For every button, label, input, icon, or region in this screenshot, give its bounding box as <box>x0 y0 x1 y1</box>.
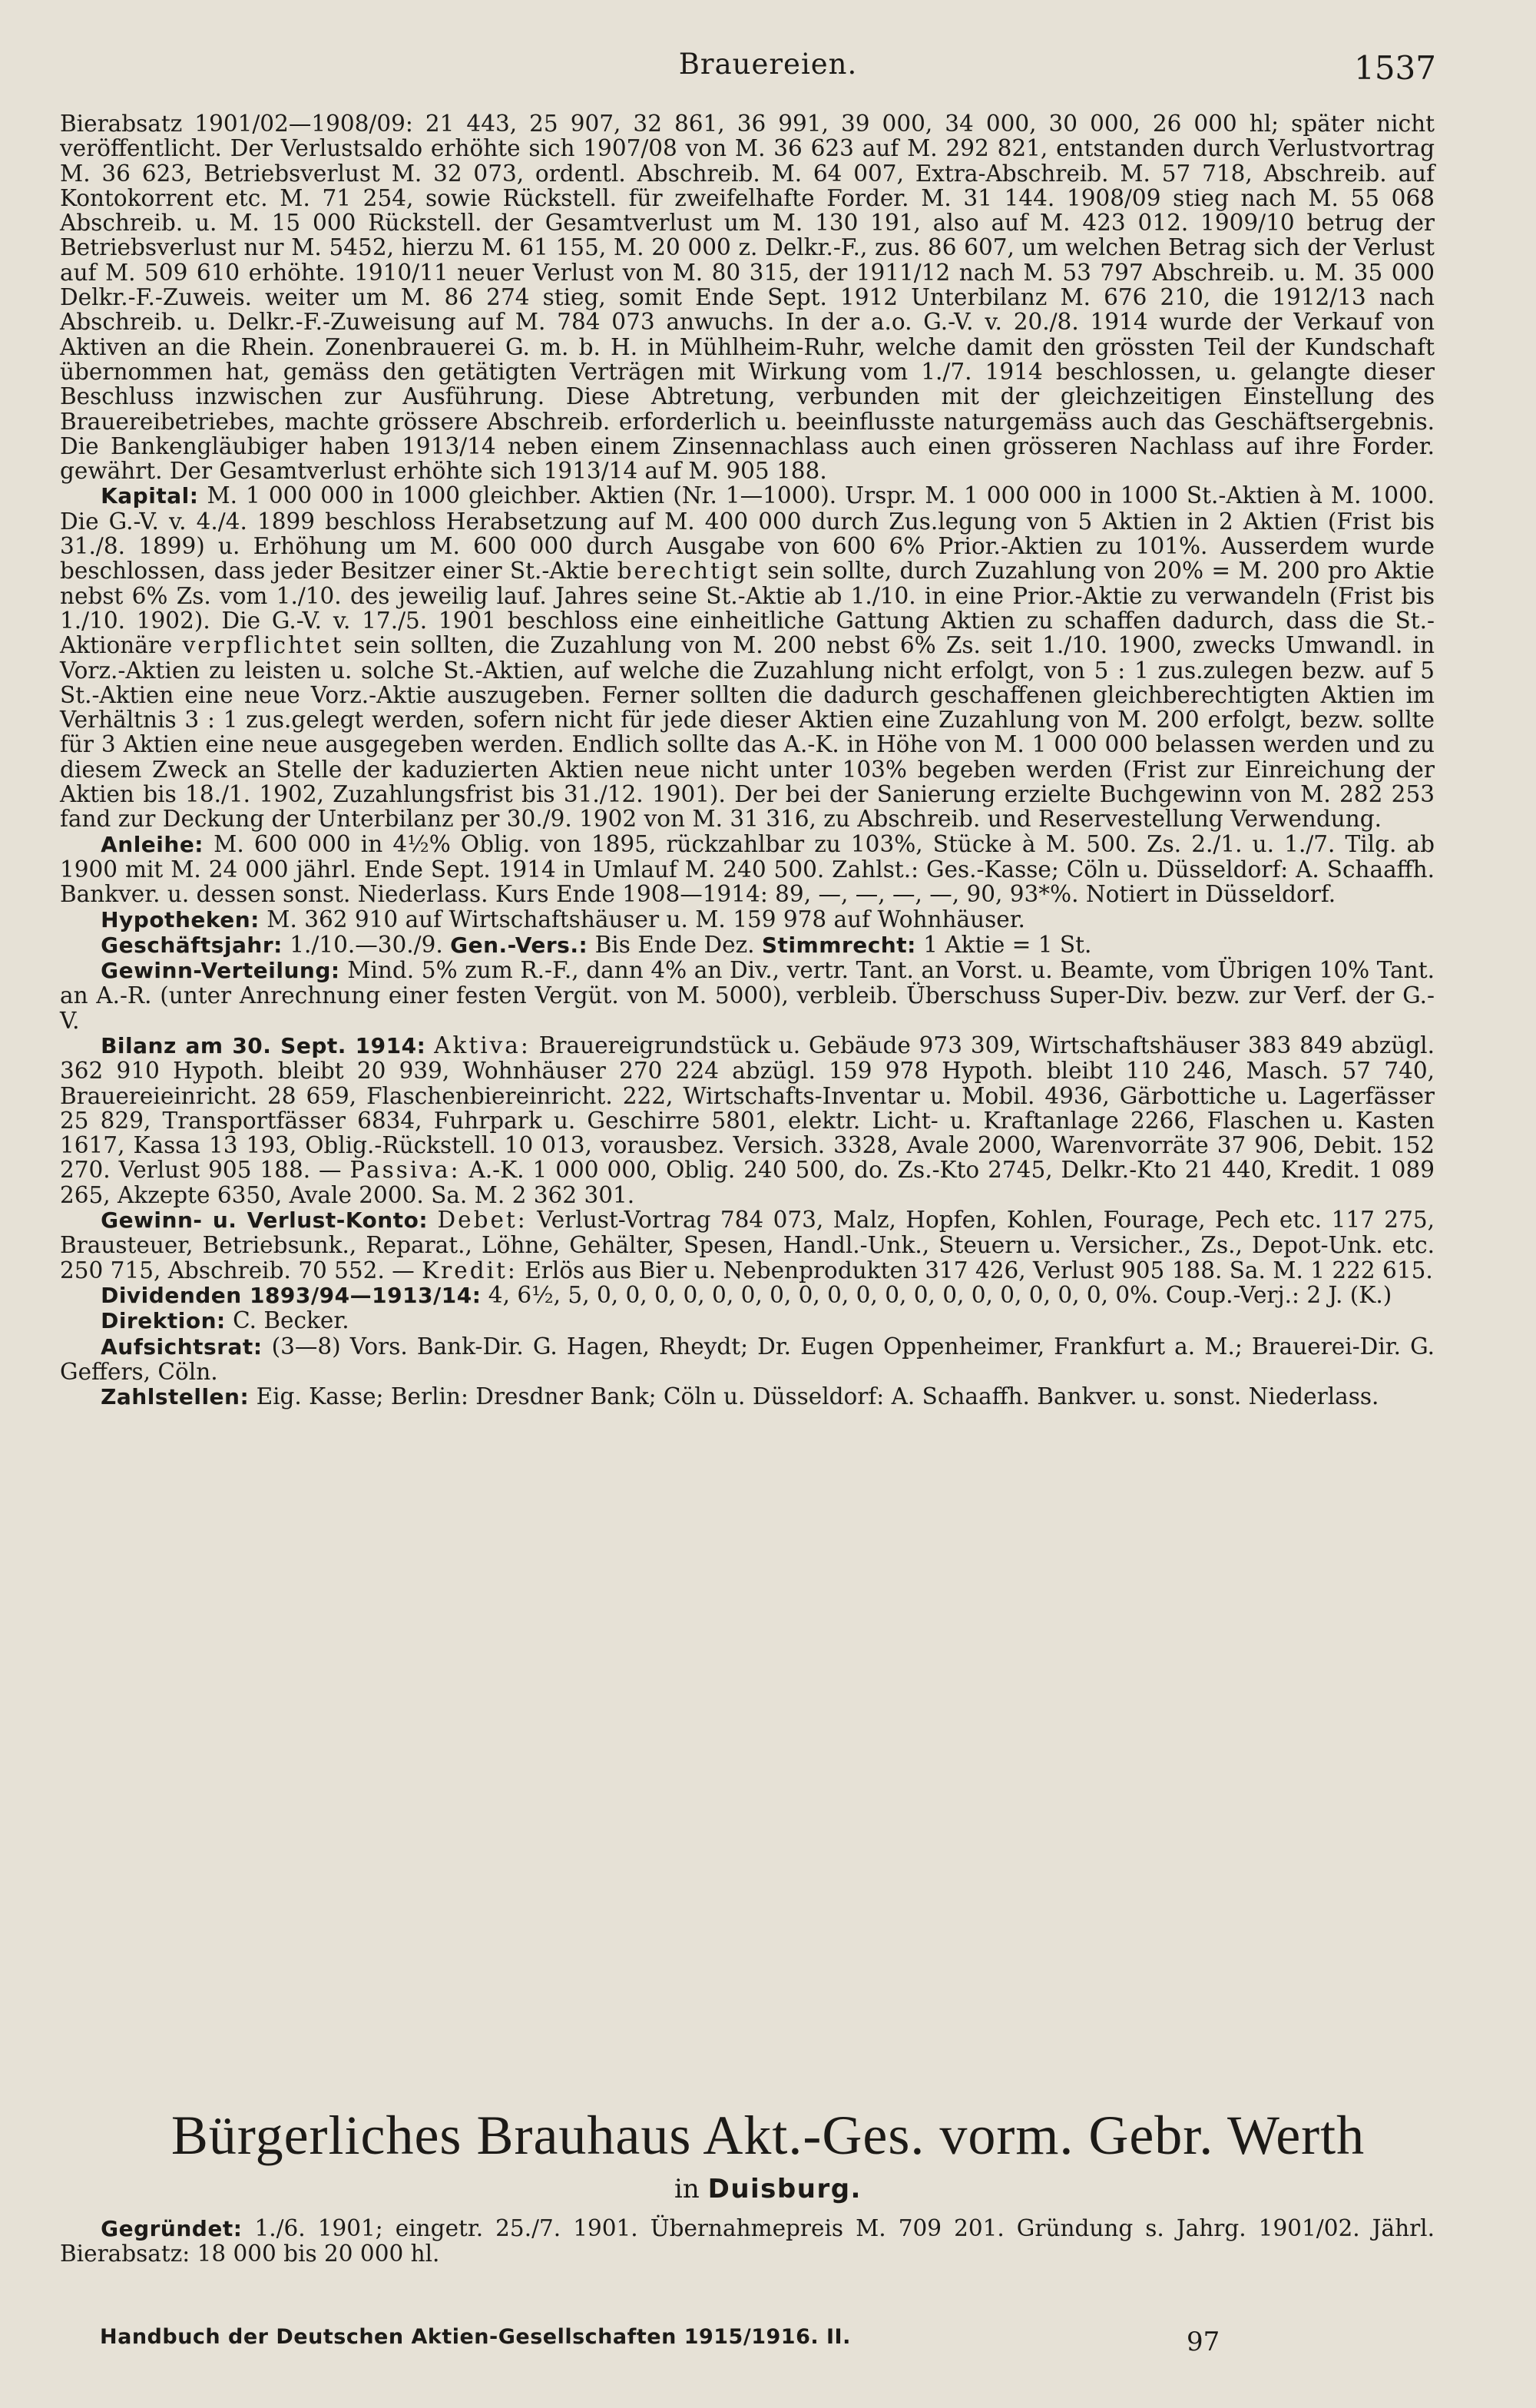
location-prefix: in <box>674 2174 700 2204</box>
page-number: 1537 <box>1354 49 1436 87</box>
mortgage-paragraph <box>60 907 1435 932</box>
mortgage-label: Hypotheken: <box>101 906 260 932</box>
capital-text-2: sein sollte, durch Zuzahlung von 20% = M. 200 pro Aktie nebst 6% Zs. vom 1./10. des jeweilig lauf. Jahres seine St.-Aktie ab 1./10. in eine Prior.-Aktie zu verwandeln (Frist bis 1./10. 1902). Die G.-V. v. 17./5. 1901 beschloss eine einheitliche Gattung Aktien zu schaffen dadurch, dass die St.-Aktionäre <box>60 558 1435 659</box>
capital-paragraph <box>60 483 1435 831</box>
dividends-text: 4, 6½, 5, 0, 0, 0, 0, 0, 0, 0, 0, 0, 0, 0, 0, 0, 0, 0, 0, 0, 0, 0%. Coup.-Verj.: 2 J. (K.) <box>488 1281 1392 1308</box>
signature-mark: 97 <box>1187 2327 1220 2357</box>
company-heading: Bürgerliches Brauhaus Akt.-Ges. vorm. Gebr. Werth <box>170 2105 1366 2166</box>
fiscal-year-paragraph <box>60 932 1435 958</box>
debit-text: Verlust-Vortrag 784 073, Malz, Hopfen, Kohlen, Fourage, Pech etc. 117 275, Brausteuer, Betriebsunk., Reparat., Löhne, Gehälter, Spesen, Handl.-Unk., Steuern u. Versicher., Zs., Depot-Unk. etc. 250 715, Abschreib. 70 552. — <box>60 1207 1435 1283</box>
fiscal-year-label: Geschäftsjahr: <box>101 932 283 958</box>
bond-text: M. 600 000 in 4½% Oblig. von 1895, rückzahlbar zu 103%, Stücke à M. 500. Zs. 2./1. u. 1./7. Tilg. ab 1900 mit M. 24 000 jährl. Ende Sept. 1914 in Umlauf M. 240 500. Zahlst.: Ges.-Kasse; Cöln u. Düsseldorf: A. Schaaffh. Bankver. u. dessen sonst. Niederlass. Kurs Ende 1908—1914: 89, —, —, —, —, 90, 93*%. Notiert in Düsseldorf. <box>60 830 1435 908</box>
voting-right-text: 1 Aktie = 1 St. <box>923 931 1092 958</box>
assets-text: Brauereigrundstück u. Gebäude 973 309, Wirtschaftshäuser 383 849 abzügl. 362 910 Hypoth. bleibt 20 939, Wohnhäuser 270 224 abzügl. 159 978 Hypoth. bleibt 110 246, Masch. 57 740, Brauereieinricht. 28 659, Flaschenbiereinricht. 222, Wirtschafts-Inventar u. Mobil. 4936, Gärbottiche u. Lagerfässer 25 829, Transportfässer 6834, Fuhrpark u. Geschirre 5801, elektr. Licht- u. Kraftanlage 2266, Flaschen u. Kasten 1617, Kassa 13 193, Oblig.-Rückstell. 10 013, vorausbez. Versich. 3328, Avale 2000, Warenvorräte 37 906, Debit. 152 270. Verlust 905 188. — <box>60 1032 1435 1184</box>
management-label: Direktion: <box>101 1308 226 1334</box>
balance-sheet-label: Bilanz am 30. Sept. 1914: <box>101 1032 426 1058</box>
fiscal-year-text: 1./10.—30./9. <box>290 931 443 958</box>
management-paragraph <box>60 1308 1435 1333</box>
sales-and-losses-paragraph: Bierabsatz 1901/02—1908/09: 21 443, 25 907, 32 861, 36 991, 39 000, 34 000, 30 000, 26 000 hl; später nicht veröffentlicht. Der Verlustsaldo erhöhte sich 1907/08 von M. 36 623 auf M. 292 821, entstanden durch Verlustvortrag M. 36 623, Betriebsverlust M. 32 073, ordentl. Abschreib. M. 64 007, Extra-Abschreib. M. 57 718, Abschreib. auf Kontokorrent etc. M. 71 254, sowie Rückstell. für zweifelhafte Forder. M. 31 144. 1908/09 stieg nach M. 55 068 Abschreib. u. M. 15 000 Rückstell. der Gesamtverlust um M. 130 191, also auf M. 423 012. 1909/10 betrug der Betriebsverlust nur M. 5452, hierzu M. 61 155, M. 20 000 z. Delkr.-F., zus. 86 607, um welchen Betrag sich der Verlust auf M. 509 610 erhöhte. 1910/11 neuer Verlust von M. 80 315, der 1911/12 nach M. 53 797 Abschreib. u. M. 35 000 Delkr.-F.-Zuweis. weiter um M. 86 274 stieg, somit Ende Sept. 1912 Unterbilanz M. 676 210, die 1912/13 nach Abschreib. u. Delkr.-F.-Zuweisung auf M. 784 073 anwuchs. In der a.o. G.-V. v. 20./8. 1914 wurde der Verkauf von Aktiven an die Rhein. Zonenbrauerei G. m. b. H. in Mühlheim-Ruhr, welche damit den grössten Teil der Kundschaft übernommen hat, gemäss den getätigten Verträgen mit Wirkung vom 1./7. 1914 beschlossen, u. gelangte dieser Beschluss inzwischen zur Ausführung. Diese Abtretung, verbunden mit der gleichzeitigen Einstellung des Brauereibetriebes, machte grössere Abschreib. erforderlich u. beeinflusste naturgemäss auch das Geschäftsergebnis. Die Bankengläubiger haben 1913/14 neben einem Zinsennachlass auch einen grösseren Nachlass auf ihre Forder. gewährt. Der Gesamtverlust erhöhte sich 1913/14 auf M. 905 188. <box>60 111 1435 485</box>
liabilities-label: Passiva: <box>349 1157 461 1184</box>
profit-loss-paragraph <box>60 1207 1435 1283</box>
capital-label: Kapital: <box>101 483 199 509</box>
liabilities-text: A.-K. 1 000 000, Oblig. 240 500, do. Zs.-Kto 2745, Delkr.-Kto 21 440, Kredit. 1 089 265, Akzepte 6350, Avale 2000. Sa. M. 2 362 301. <box>60 1157 1435 1208</box>
location-city: Duisburg. <box>707 2174 862 2204</box>
credit-label: Kredit: <box>422 1257 518 1283</box>
profit-distribution-text: Mind. 5% zum R.-F., dann 4% an Div., vertr. Tant. an Vorst. u. Beamte, vom Übrigen 10% Tant. an A.-R. (unter Anrechnung einer festen Vergüt. von M. 5000), verbleib. Überschuss Super-Div. bezw. zur Verf. der G.-V. <box>60 957 1435 1034</box>
page-footer <box>0 2325 1536 2363</box>
book-title: Handbuch der Deutschen Aktien-Gesellschaften 1915/1916. II. <box>100 2325 851 2349</box>
founded-paragraph <box>60 2216 1435 2267</box>
bond-paragraph <box>60 832 1435 907</box>
credit-text: Erlös aus Bier u. Nebenprodukten 317 426, Verlust 905 188. Sa. M. 1 222 615. <box>525 1257 1433 1283</box>
company-location <box>0 2174 1536 2204</box>
voting-right-label: Stimmrecht: <box>761 932 916 958</box>
paying-agents-paragraph <box>60 1384 1435 1409</box>
running-title: Brauereien. <box>678 48 858 81</box>
supervisory-board-paragraph <box>60 1334 1435 1385</box>
balance-sheet-paragraph <box>60 1033 1435 1207</box>
general-meeting-label: Gen.-Vers.: <box>450 932 588 958</box>
company-entry-continued <box>60 111 1435 1409</box>
dividends-paragraph <box>60 1283 1435 1308</box>
supervisory-board-label: Aufsichtsrat: <box>101 1333 263 1360</box>
founded-label: Gegründet: <box>101 2216 243 2241</box>
assets-label: Aktiva: <box>434 1032 531 1058</box>
profit-distribution-paragraph <box>60 958 1435 1033</box>
general-meeting-text: Bis Ende Dez. <box>594 931 755 958</box>
paying-agents-text: Eig. Kasse; Berlin: Dresdner Bank; Cöln u. Düsseldorf: A. Schaaffh. Bankver. u. sonst. Niederlass. <box>256 1383 1379 1410</box>
berechtigt-word: berechtigt <box>617 558 760 585</box>
management-text: C. Becker. <box>233 1307 349 1334</box>
page-header <box>0 48 1536 94</box>
bond-label: Anleihe: <box>101 831 204 857</box>
capital-text: M. 1 000 000 in 1000 gleichber. Aktien (Nr. 1—1000). Urspr. M. 1 000 000 in 1000 St.-Aktien à M. 1000. Die G.-V. v. 4./4. 1899 beschloss Herabsetzung auf M. 400 000 durch Zus.legung von 5 Aktien in 2 Aktien (Frist bis 31./8. 1899) u. Erhöhung um M. 600 000 durch Ausgabe von 600 6% Prior.-Aktien zu 101%. Ausserdem wurde beschlossen, dass jeder Besitzer einer St.-Aktie <box>60 482 1435 585</box>
paying-agents-label: Zahlstellen: <box>101 1384 250 1410</box>
founded-block <box>60 2216 1435 2267</box>
supervisory-board-text: (3—8) Vors. Bank-Dir. G. Hagen, Rheydt; Dr. Eugen Oppenheimer, Frankfurt a. M.; Brauerei-Dir. G. Geffers, Cöln. <box>60 1333 1435 1385</box>
dividends-label: Dividenden 1893/94—1913/14: <box>101 1282 482 1308</box>
profit-loss-label: Gewinn- u. Verlust-Konto: <box>101 1207 429 1234</box>
capital-text-3: sein sollten, die Zuzahlung von M. 200 nebst 6% Zs. seit 1./10. 1900, zwecks Umwandl. in Vorz.-Aktien zu leisten u. solche St.-Aktien, auf welche die Zuzahlung nicht erfolgt, von 5 : 1 zus.zulegen bezw. auf 5 St.-Aktien eine neue Vorz.-Aktie auszugeben. Ferner sollten die dadurch geschaffenen gleichberechtigten Aktien im Verhältnis 3 : 1 zus.gelegt werden, sofern nicht für jede dieser Aktien eine Zuzahlung von M. 200 erfolgt, bezw. sollte für 3 Aktien eine neue ausgegeben werden. Endlich sollte das A.-K. in Höhe von M. 1 000 000 belassen werden und zu diesem Zweck an Stelle der kaduzierten Aktien neue nicht unter 103% begeben werden (Frist zur Einreichung der Aktien bis 18./1. 1902, Zuzahlungsfrist bis 31./12. 1901). Der bei der Sanierung erzielte Buchgewinn von M. 282 253 fand zur Deckung der Unterbilanz per 30./9. 1902 von M. 31 316, zu Abschreib. und Reservestellung Verwendung. <box>60 632 1435 833</box>
debit-label: Debet: <box>437 1207 528 1234</box>
mortgage-text: M. 362 910 auf Wirtschaftshäuser u. M. 159 978 auf Wohnhäuser. <box>266 906 1025 932</box>
profit-distribution-label: Gewinn-Verteilung: <box>101 958 340 984</box>
verpflichtet-word: verpflichtet <box>182 632 344 659</box>
founded-text: 1./6. 1901; eingetr. 25./7. 1901. Übernahmepreis M. 709 201. Gründung s. Jahrg. 1901/02. Jährl. Bierabsatz: 18 000 bis 20 000 hl. <box>60 2215 1435 2267</box>
